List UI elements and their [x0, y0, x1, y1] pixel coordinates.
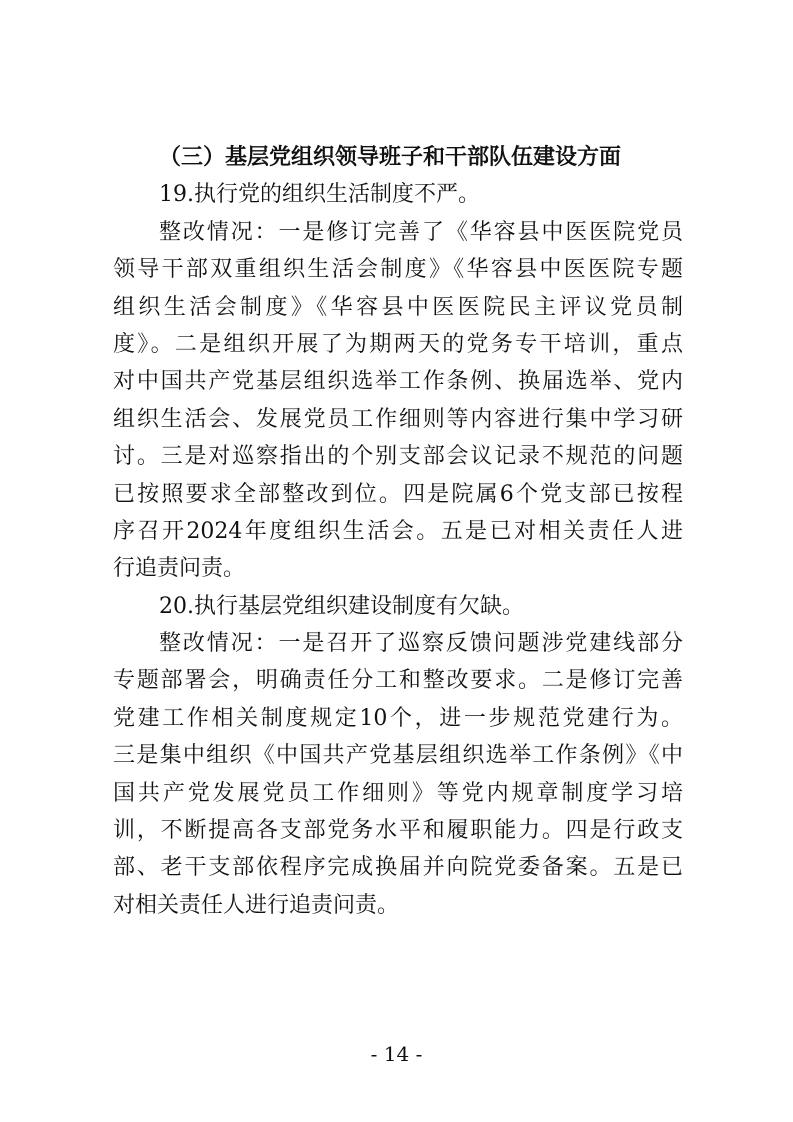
paragraph-line: 整改情况：一是修订完善了《华容县中医医院党员	[159, 219, 683, 245]
paragraph-line: 组织生活会制度》《华容县中医医院民主评议党员制	[113, 294, 683, 320]
paragraph-line: 三是集中组织《中国共产党基层组织选举工作条例》《中	[113, 743, 683, 769]
paragraph-line: 领导干部双重组织生活会制度》《华容县中医医院专题	[113, 257, 683, 283]
paragraph-line: 国共产党发展党员工作细则》等党内规章制度学习培	[113, 780, 683, 806]
paragraph-line: 对相关责任人进行追责问责。	[113, 892, 400, 918]
paragraph-line: 行追责问责。	[113, 556, 246, 582]
paragraph-line: 对中国共产党基层组织选举工作条例、换届选举、党内	[113, 369, 683, 395]
paragraph-line: 部、老干支部依程序完成换届并向院党委备案。五是已	[113, 855, 683, 881]
paragraph-line: 度》。二是组织开展了为期两天的党务专干培训，重点	[113, 331, 683, 357]
items-container	[113, 176, 683, 924]
paragraph-line: 训，不断提高各支部党务水平和履职能力。四是行政支	[113, 818, 683, 844]
paragraph-line: 讨。三是对巡察指出的个别支部会议记录不规范的问题	[113, 444, 683, 470]
document-body	[113, 139, 683, 924]
item-title: 19.执行党的组织生活制度不严。	[159, 182, 480, 208]
paragraph-line: 党建工作相关制度规定10个，进一步规范党建行为。	[113, 705, 683, 731]
page-number: - 14 -	[370, 1042, 423, 1066]
item-title: 20.执行基层党组织建设制度有欠缺。	[159, 593, 524, 619]
section-heading: （三）基层党组织领导班子和干部队伍建设方面	[159, 145, 622, 170]
paragraph-line: 组织生活会、发展党员工作细则等内容进行集中学习研	[113, 406, 683, 432]
paragraph-line: 专题部署会，明确责任分工和整改要求。二是修订完善	[113, 668, 683, 694]
paragraph-line: 整改情况：一是召开了巡察反馈问题涉党建线部分	[159, 631, 683, 657]
paragraph-line: 已按照要求全部整改到位。四是院属6个党支部已按程	[113, 481, 683, 507]
paragraph-line: 序召开2024年度组织生活会。五是已对相关责任人进	[113, 518, 683, 544]
